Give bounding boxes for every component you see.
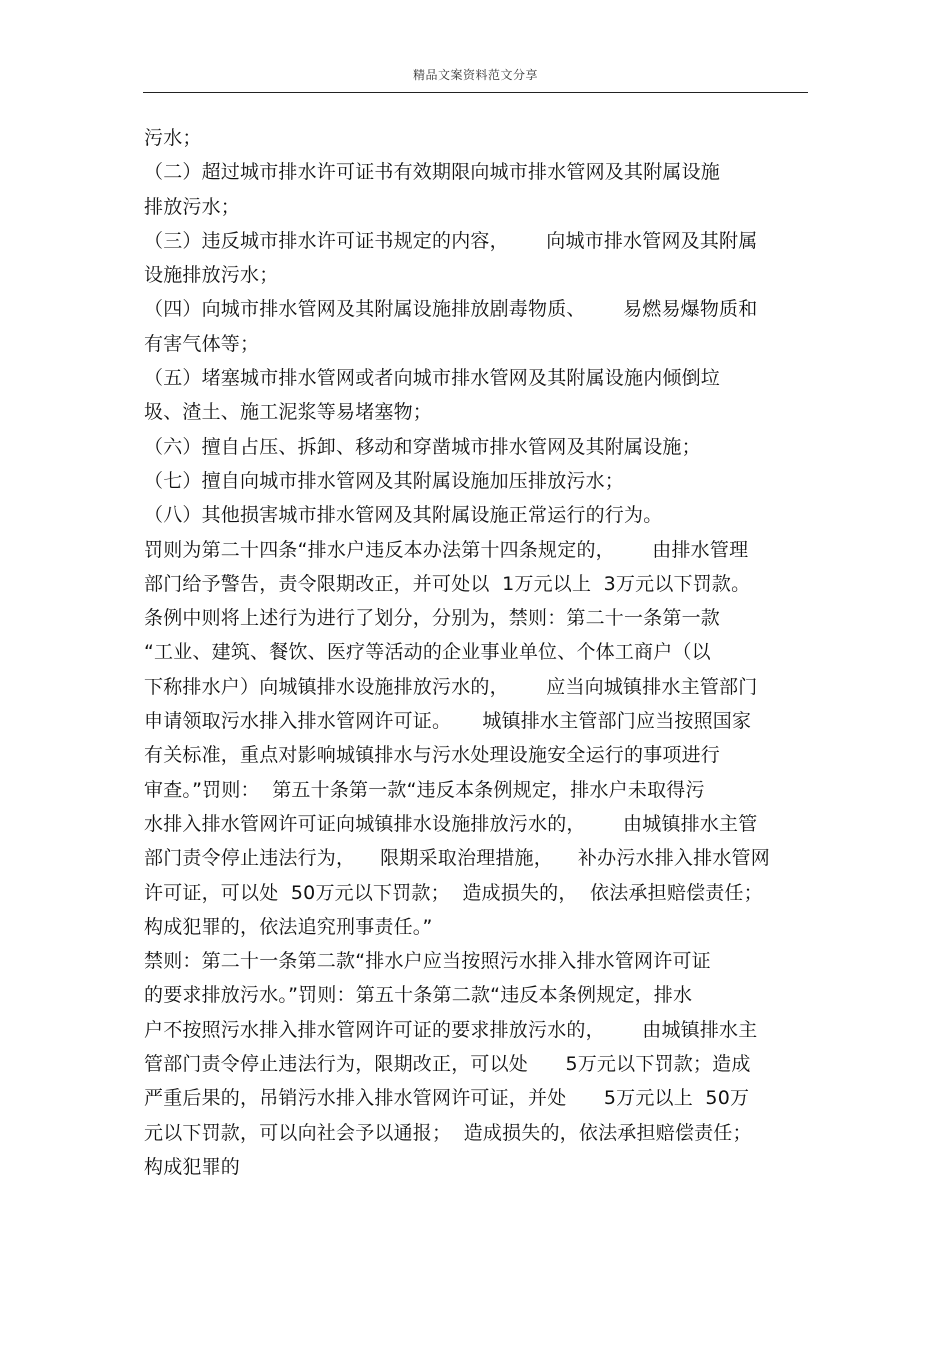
text-line: 构成犯罪的，依法追究刑事责任。” (144, 915, 433, 938)
text-line: 许可证，可以处 50万元以下罚款； 造成损失的， 依法承担赔偿责任； (144, 881, 763, 904)
text-line: 污水； (144, 127, 202, 149)
text-line: （五）堵塞城市排水管网或者向城市排水管网及其附属设施内倾倒垃 (144, 367, 721, 390)
text-line: 的要求排放污水。”罚则：第五十条第二款“违反本条例规定，排水 (144, 984, 693, 1007)
text-line: 部门给予警告，责令限期改正，并可处以 1万元以上 3万元以下罚款。 (144, 572, 751, 595)
text-line: （八）其他损害城市排水管网及其附属设施正常运行的行为。 (144, 504, 663, 527)
text-line: （六）擅自占压、拆卸、移动和穿凿城市排水管网及其附属设施； (144, 435, 701, 458)
text-line: 圾、渣土、施工泥浆等易堵塞物； (144, 401, 433, 424)
text-line: 条例中则将上述行为进行了划分，分别为，禁则：第二十一条第一款 (144, 607, 721, 630)
document-body (144, 121, 809, 1184)
text-line: 水排入排水管网许可证向城镇排水设施排放污水的， 由城镇排水主管 (144, 812, 758, 835)
text-line: （三）违反城市排水许可证书规定的内容， 向城市排水管网及其附属 (144, 229, 758, 252)
text-line: 禁则：第二十一条第二款“排水户应当按照污水排入排水管网许可证 (144, 950, 711, 973)
text-line: 设施排放污水； (144, 264, 279, 287)
header-divider (143, 92, 808, 93)
text-line: 部门责令停止违法行为， 限期采取治理措施， 补办污水排入排水管网 (144, 847, 770, 870)
text-line: 排放污水； (144, 195, 241, 218)
text-line: （二）超过城市排水许可证书有效期限向城市排水管网及其附属设施 (144, 161, 721, 184)
text-line: 管部门责令停止违法行为，限期改正，可以处 5万元以下罚款；造成 (144, 1053, 751, 1076)
text-line: “工业、建筑、餐饮、医疗等活动的企业事业单位、个体工商户（以 (144, 641, 711, 664)
text-line: 构成犯罪的 (144, 1155, 241, 1178)
text-line: （四）向城市排水管网及其附属设施排放剧毒物质、 易燃易爆物质和 (144, 298, 758, 321)
text-line: 有关标准，重点对影响城镇排水与污水处理设施安全运行的事项进行 (144, 744, 721, 767)
text-line: 审查。”罚则： 第五十条第一款“违反本条例规定，排水户未取得污 (144, 778, 705, 801)
text-line: 下称排水户）向城镇排水设施排放污水的， 应当向城镇排水主管部门 (144, 675, 758, 698)
text-line: 有害气体等； (144, 332, 260, 355)
text-line: （七）擅自向城市排水管网及其附属设施加压排放污水； (144, 469, 625, 492)
text-line: 严重后果的，吊销污水排入排水管网许可证，并处 5万元以上 50万 (144, 1087, 750, 1110)
text-line: 户不按照污水排入排水管网许可证的要求排放污水的， 由城镇排水主 (144, 1018, 758, 1041)
page-header: 精品文案资料范文分享 (412, 68, 538, 82)
text-line: 罚则为第二十四条“排水户违反本办法第十四条规定的， 由排水管理 (144, 538, 749, 561)
text-line: 元以下罚款，可以向社会予以通报； 造成损失的，依法承担赔偿责任； (144, 1121, 752, 1144)
text-line: 申请领取污水排入排水管网许可证。 城镇排水主管部门应当按照国家 (144, 710, 752, 733)
